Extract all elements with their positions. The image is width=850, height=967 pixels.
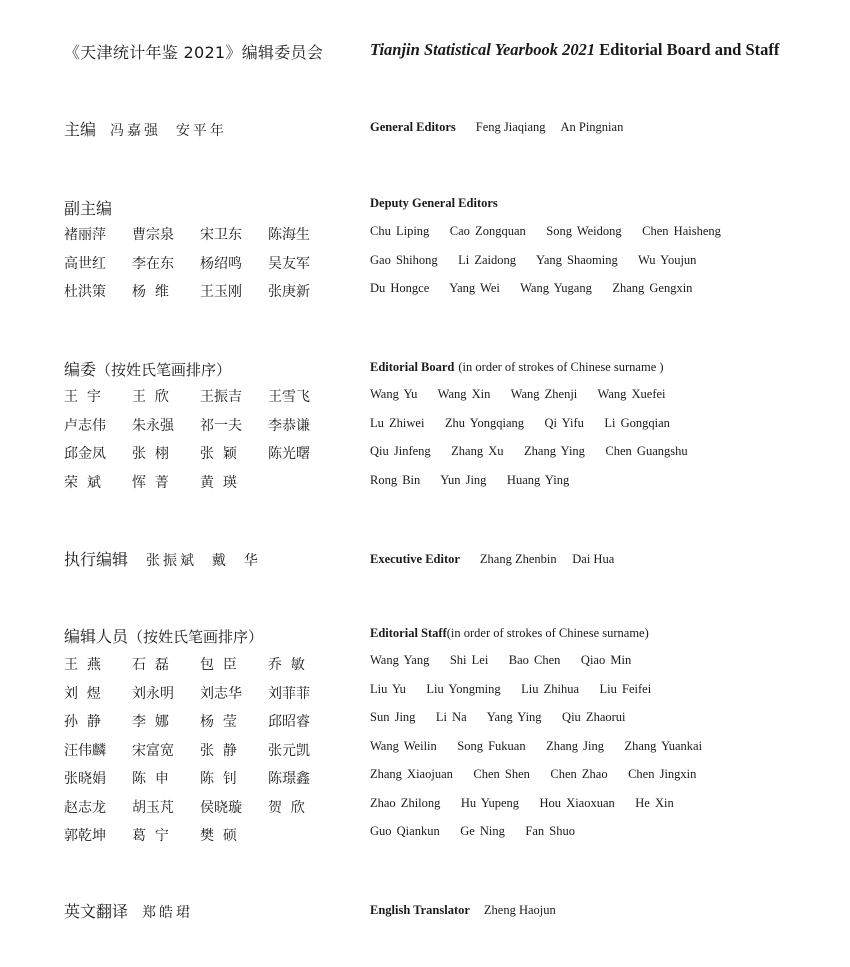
cn-general-editors-names: 冯嘉强 安平年 (110, 123, 227, 139)
cn-name-cell: 荣 斌 (64, 474, 101, 491)
cn-name-cell: 陈璟鑫 (268, 771, 310, 787)
cn-name-cell: 邱昭睿 (268, 714, 310, 730)
en-translator (370, 901, 556, 919)
en-page-title (370, 40, 779, 60)
en-name-row: Wang Yu Wang Xin Wang Zhenji Wang Xuefei (370, 387, 666, 401)
cn-name-cell: 郭乾坤 (64, 828, 106, 844)
en-editorial-board-heading (370, 358, 664, 376)
cn-translator-names: 郑皓珺 (142, 905, 194, 921)
en-name-row: Rong Bin Yun Jing Huang Ying (370, 472, 570, 487)
cn-name-cell: 杨绍鸣 (200, 255, 242, 272)
cn-editorial-board-heading (64, 357, 231, 380)
cn-name-cell: 孙 静 (64, 714, 101, 730)
cn-name-cell: 王振吉 (200, 389, 242, 405)
cn-name-cell: 赵志龙 (64, 799, 106, 816)
cn-general-editors (64, 117, 227, 140)
cn-name-cell: 黄 瑛 (200, 474, 237, 491)
en-name-row: Du Hongce Yang Wei Wang Yugang Zhang Gengxin (370, 281, 693, 295)
en-name-row: Qiu Jinfeng Zhang Xu Zhang Ying Chen Guangshu (370, 444, 688, 458)
cn-executive-editor (64, 547, 261, 570)
cn-page-title: 《天津统计年鉴 2021》编辑委员会 (64, 43, 324, 62)
cn-name-cell: 张元凯 (268, 742, 310, 759)
en-name-row: Liu Yu Liu Yongming Liu Zhihua Liu Feifei (370, 681, 652, 696)
en-translator-names: Zheng Haojun (483, 903, 556, 917)
cn-name-cell: 恽 菁 (132, 474, 169, 491)
cn-name-cell: 张 栩 (132, 446, 169, 462)
cn-name-cell: 张 颖 (200, 446, 237, 462)
cn-name-cell: 刘志华 (200, 685, 242, 702)
cn-name-cell: 王雪飞 (268, 389, 310, 405)
cn-executive-editor-names: 张振斌 戴 华 (146, 553, 261, 569)
cn-name-cell: 杨 维 (132, 284, 169, 300)
en-executive-editor-names: Zhang Zhenbin Dai Hua (479, 552, 615, 566)
en-name-row: Chu Liping Cao Zongquan Song Weidong Chen Haisheng (370, 224, 721, 238)
cn-name-cell: 祁一夫 (200, 417, 242, 434)
en-name-row: Gao Shihong Li Zaidong Yang Shaoming Wu Youjun (370, 252, 697, 267)
cn-editorial-staff-heading (64, 624, 263, 647)
en-editorial-staff-note: (in order of strokes of Chinese surname) (446, 626, 649, 640)
cn-name-cell: 胡玉芃 (132, 799, 174, 816)
cn-deputy-editors-label: 副主编 (64, 199, 113, 218)
cn-name-cell: 宋富宽 (132, 742, 174, 759)
cn-editorial-staff-label: 编辑人员 (64, 627, 129, 646)
en-general-editors (370, 118, 623, 136)
cn-name-cell: 王 欣 (132, 389, 169, 405)
cn-name-cell: 王玉刚 (200, 284, 242, 300)
cn-name-cell: 李 娜 (132, 714, 169, 730)
en-deputy-editors-label: Deputy General Editors (370, 196, 498, 210)
cn-translator-label: 英文翻译 (64, 902, 129, 921)
cn-name-cell: 张晓娟 (64, 771, 106, 787)
cn-name-cell: 樊 硕 (200, 828, 237, 844)
cn-name-cell: 侯晓璇 (200, 799, 242, 816)
en-title-yearbook: Tianjin Statistical Yearbook 2021 (370, 40, 596, 59)
cn-name-cell: 杨 莹 (200, 714, 237, 730)
cn-name-cell: 杜洪策 (64, 284, 106, 300)
en-editorial-staff-heading (370, 624, 649, 642)
en-name-row: Wang Weilin Song Fukuan Zhang Jing Zhang Yuankai (370, 738, 703, 753)
cn-name-cell: 卢志伟 (64, 417, 106, 434)
cn-name-cell: 刘菲菲 (268, 685, 310, 702)
cn-name-cell: 乔 敏 (268, 657, 305, 673)
cn-editorial-board-note: （按姓氏笔画排序） (96, 361, 232, 379)
cn-name-cell: 贺 欣 (268, 799, 305, 816)
cn-editorial-staff-note: （按姓氏笔画排序） (128, 628, 264, 646)
cn-name-cell: 褚丽萍 (64, 227, 106, 243)
cn-name-cell: 包 臣 (200, 657, 237, 673)
cn-name-cell: 李恭谦 (268, 417, 310, 434)
en-executive-editor-label: Executive Editor (370, 552, 460, 566)
cn-name-cell: 张庚新 (268, 284, 310, 300)
cn-name-cell: 陈海生 (268, 227, 310, 243)
en-general-editors-names: Feng Jiaqiang An Pingnian (475, 120, 624, 134)
cn-executive-editor-label: 执行编辑 (64, 550, 129, 569)
cn-name-cell: 刘永明 (132, 685, 174, 702)
cn-name-cell: 张 静 (200, 742, 237, 759)
en-general-editors-label: General Editors (370, 120, 456, 134)
en-name-row: Guo Qiankun Ge Ning Fan Shuo (370, 824, 575, 838)
cn-name-cell: 陈 申 (132, 771, 169, 787)
cn-name-cell: 邱金凤 (64, 446, 106, 462)
en-name-row: Lu Zhiwei Zhu Yongqiang Qi Yifu Li Gongqian (370, 415, 670, 430)
cn-name-cell: 陈 钊 (200, 771, 237, 787)
cn-name-cell: 刘 煜 (64, 685, 101, 702)
cn-name-cell: 石 磊 (132, 657, 169, 673)
en-editorial-staff-label: Editorial Staff (370, 626, 447, 640)
en-editorial-board-label: Editorial Board (370, 360, 455, 374)
cn-general-editors-label: 主编 (64, 120, 97, 139)
cn-editorial-board-label: 编委 (64, 360, 97, 379)
en-name-row: Sun Jing Li Na Yang Ying Qiu Zhaorui (370, 710, 626, 724)
cn-name-cell: 朱永强 (132, 417, 174, 434)
cn-name-cell: 曹宗泉 (132, 227, 174, 243)
cn-name-cell: 葛 宁 (132, 828, 169, 844)
cn-name-cell: 王 燕 (64, 657, 101, 673)
en-name-row: Zhang Xiaojuan Chen Shen Chen Zhao Chen Jingxin (370, 767, 697, 781)
en-name-row: Zhao Zhilong Hu Yupeng Hou Xiaoxuan He Xin (370, 795, 674, 810)
cn-translator (64, 899, 193, 922)
en-name-row: Wang Yang Shi Lei Bao Chen Qiao Min (370, 653, 632, 667)
cn-name-cell: 王 宇 (64, 389, 101, 405)
en-title-rest: Editorial Board and Staff (599, 40, 780, 59)
en-translator-label: English Translator (370, 903, 470, 917)
cn-name-cell: 陈光曙 (268, 446, 310, 462)
en-executive-editor (370, 550, 614, 568)
cn-name-cell: 吴友军 (268, 255, 310, 272)
cn-name-cell: 宋卫东 (200, 227, 242, 243)
en-editorial-board-note: (in order of strokes of Chinese surname ) (458, 360, 664, 374)
cn-name-cell: 李在东 (132, 255, 174, 272)
cn-name-cell: 汪伟麟 (64, 742, 106, 759)
cn-name-cell: 高世红 (64, 255, 106, 272)
